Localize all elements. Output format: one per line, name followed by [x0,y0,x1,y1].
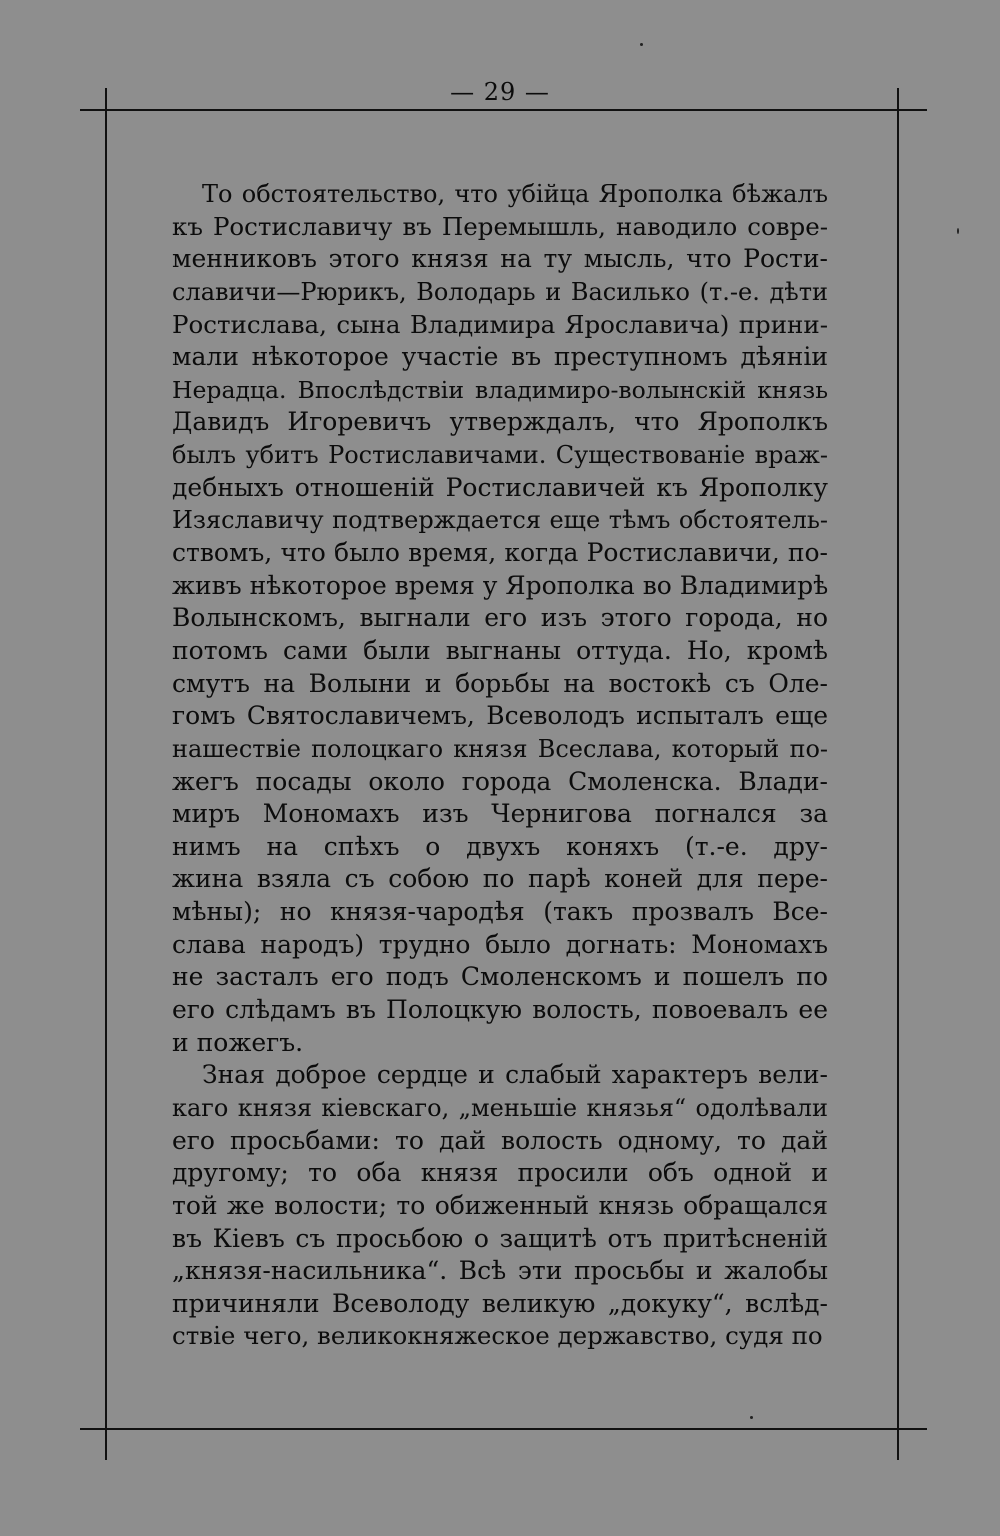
bottom-frame-rule [80,1428,927,1430]
text-line: дебныхъ отношеній Ростиславичей къ Ярополку [172,472,828,502]
text-line: Давидъ Игоревичъ утверждалъ, что Ярополкъ [172,407,828,437]
text-line: потомъ сами были выгнаны оттуда. Но, кромѣ [172,635,828,665]
text-line: Зная доброе сердце и слабый характеръ вели- [202,1060,828,1090]
paragraph-1 [172,178,828,1059]
left-frame-rule [105,120,107,1460]
text-line: другому; то оба князя просили объ одной и [172,1158,828,1188]
print-speck [957,228,959,234]
text-line: нимъ на спѣхъ о двухъ коняхъ (т.-е. дру- [172,831,828,861]
text-line: жина взяла съ собою по парѣ коней для пере- [172,864,828,894]
text-line: нашествіе полоцкаго князя Всеслава, который по- [172,734,828,763]
text-line: жегъ посады около города Смоленска. Влади- [172,766,828,796]
print-speck [640,43,643,46]
text-line: живъ нѣкоторое время у Ярополка во Владимирѣ [172,570,828,600]
text-line: мали нѣкоторое участіе въ преступномъ дѣяніи [172,342,828,372]
text-line: смутъ на Волыни и борьбы на востокѣ съ Оле- [172,668,828,698]
text-line: Ростислава, сына Владимира Ярославича) прини- [172,309,828,339]
text-line: ствомъ, что было время, когда Ростиславичи, по- [172,538,828,568]
text-line: его слѣдамъ въ Полоцкую волость, повоевалъ ее [172,995,828,1025]
text-line: „князя-насильника“. Всѣ эти просьбы и жалобы [172,1256,828,1286]
text-line: былъ убитъ Ростиславичами. Существованіе враж- [172,441,828,470]
text-line: къ Ростиславичу въ Перемышль, наводило совре- [172,211,828,241]
text-line: миръ Мономахъ изъ Чернигова погнался за [172,799,828,829]
text-line: мѣны); но князя-чародѣя (такъ прозвалъ Все- [172,897,828,927]
right-frame-rule [897,120,899,1460]
text-line: менниковъ этого князя на ту мысль, что Рости- [172,244,828,274]
text-line: То обстоятельство, что убійца Ярополка бѣжалъ [202,180,828,208]
text-line: не засталъ его подъ Смоленскомъ и пошелъ по [172,962,828,992]
text-line: Волынскомъ, выгнали его изъ этого города, но [172,603,828,633]
text-line: Нерадца. Впослѣдствіи владимиро-волынскій князь [172,375,828,404]
page-number: — 29 — [450,78,550,106]
body-text [172,178,828,1353]
top-frame-rule [80,109,927,111]
text-line: Изяславичу подтверждается еще тѣмъ обстоятель- [172,506,828,535]
text-line: гомъ Святославичемъ, Всеволодъ испыталъ еще [172,701,828,731]
text-line: славичи—Рюрикъ, Володарь и Василько (т.-е. дѣти [172,277,828,306]
print-speck [750,1416,753,1419]
text-line: каго князя кіевскаго, „меньшіе князья“ одолѣвали [172,1093,828,1122]
text-line: въ Кіевъ съ просьбою о защитѣ отъ притѣсненій [172,1223,828,1253]
text-line: и пожегъ. [172,1027,304,1057]
text-line: его просьбами: то дай волость одному, то дай [172,1125,828,1155]
text-line: причиняли Всеволоду великую „докуку“, вслѣд- [172,1288,828,1318]
text-line: ствіе чего, великокняжеское державство, судя по [172,1321,823,1351]
text-line: слава народъ) трудно было догнать: Мономахъ [172,929,828,959]
text-line: той же волости; то обиженный князь обращался [172,1190,828,1220]
paragraph-2 [172,1059,828,1353]
